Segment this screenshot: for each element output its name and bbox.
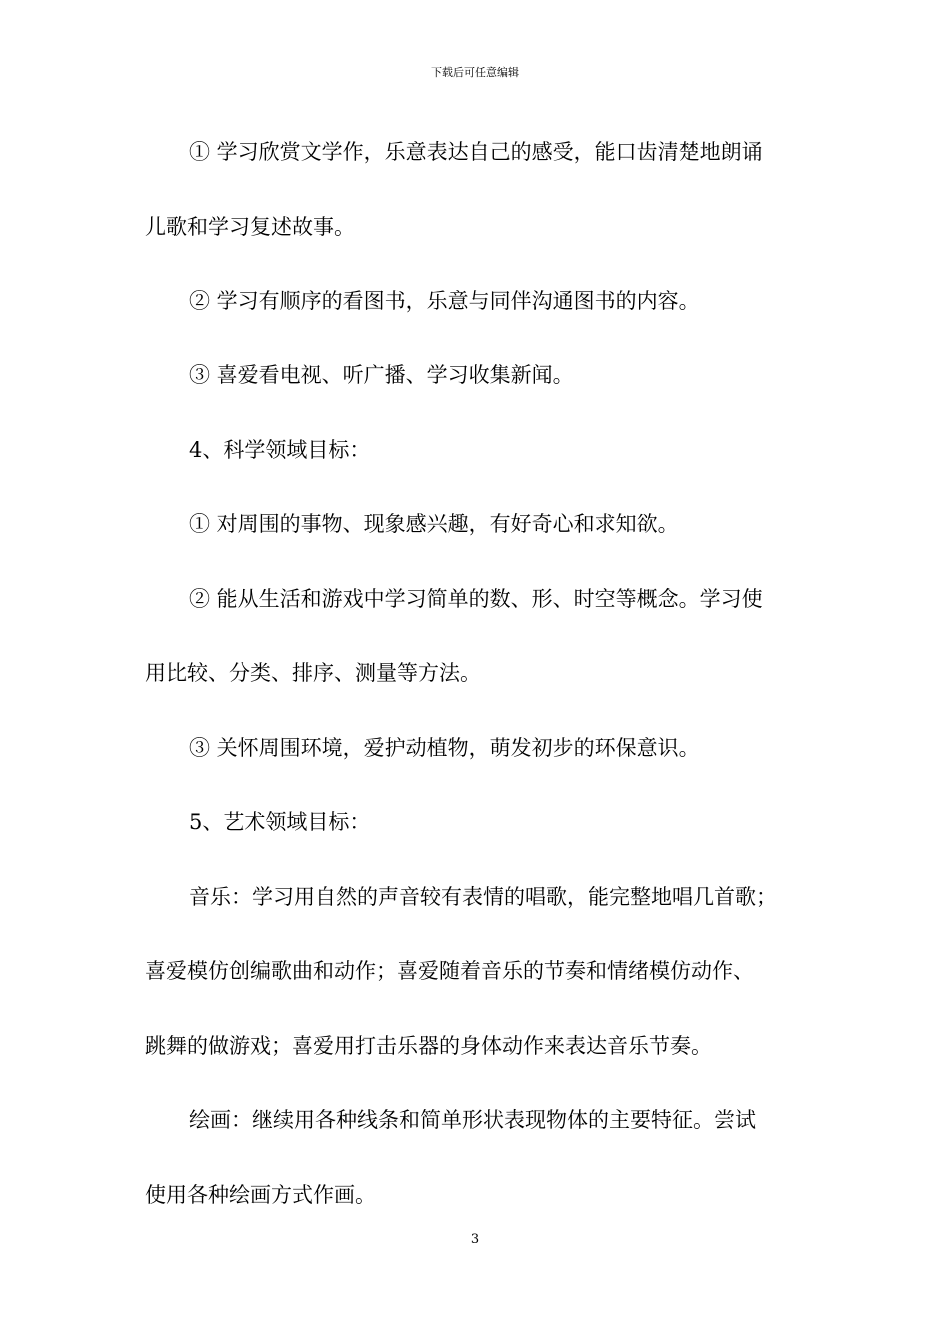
- paragraph-5-line-1: ① 对周围的事物、现象感兴趣，有好奇心和求知欲。: [189, 512, 679, 536]
- paragraph-drawing-line-1: 绘画：继续用各种线条和简单形状表现物体的主要特征。尝试: [189, 1108, 756, 1132]
- paragraph-6-line-1: ② 能从生活和游戏中学习简单的数、形、时空等概念。学习使: [189, 587, 763, 611]
- paragraph-drawing-line-2: 使用各种绘画方式作画。: [145, 1183, 376, 1207]
- paragraph-music-line-2: 喜爱模仿创编歌曲和动作；喜爱随着音乐的节奏和情绪模仿动作、: [145, 959, 754, 983]
- paragraph-music-line-1: 音乐：学习用自然的声音较有表情的唱歌，能完整地唱几首歌；: [189, 885, 777, 909]
- section-heading-science: 4、科学领域目标：: [189, 438, 371, 462]
- paragraph-6-line-2: 用比较、分类、排序、测量等方法。: [145, 661, 481, 685]
- paragraph-7-line-1: ③ 关怀周围环境，爱护动植物，萌发初步的环保意识。: [189, 736, 700, 760]
- paragraph-music-line-3: 跳舞的做游戏；喜爱用打击乐器的身体动作来表达音乐节奏。: [145, 1034, 712, 1058]
- paragraph-1-line-1: ① 学习欣赏文学作，乐意表达自己的感受，能口齿清楚地朗诵: [189, 140, 763, 164]
- section-heading-art: 5、艺术领域目标：: [189, 810, 371, 834]
- paragraph-3-line-1: ③ 喜爱看电视、听广播、学习收集新闻。: [189, 363, 574, 387]
- paragraph-1-line-2: 儿歌和学习复述故事。: [145, 215, 355, 239]
- page-header: 下载后可任意编辑: [431, 66, 519, 79]
- paragraph-2-line-1: ② 学习有顺序的看图书，乐意与同伴沟通图书的内容。: [189, 289, 700, 313]
- page-number: 3: [470, 1232, 480, 1247]
